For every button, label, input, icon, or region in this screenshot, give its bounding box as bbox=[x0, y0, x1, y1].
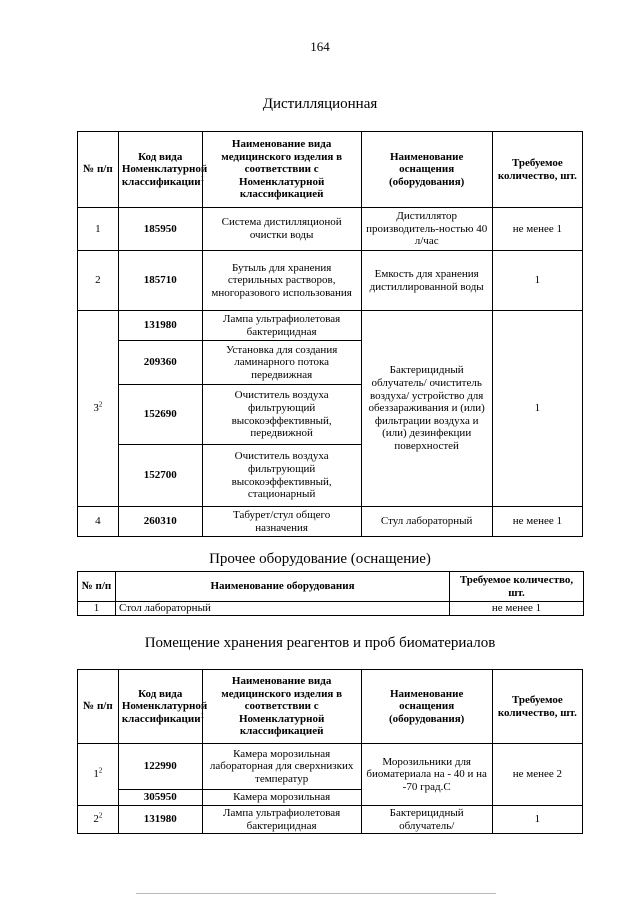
row-code: 260310 bbox=[118, 507, 202, 537]
row-qty: не менее 1 bbox=[492, 507, 582, 537]
header-name: Наименование оборудования bbox=[116, 572, 450, 602]
table-row bbox=[78, 251, 583, 311]
row-equipment: Дистиллятор производитель-ностью 40 л/час bbox=[361, 208, 492, 251]
group-qty: не менее 2 bbox=[492, 744, 582, 806]
row-qty: 1 bbox=[492, 806, 582, 834]
row-code: 185950 bbox=[118, 208, 202, 251]
row-name: Очиститель воздуха фильтрующий высокоэффективный, стационарный bbox=[202, 445, 361, 507]
row-code: 131980 bbox=[118, 806, 202, 834]
row-code: 152700 bbox=[118, 445, 202, 507]
header-equipment: Наименование оснащения (оборудования) bbox=[361, 670, 492, 744]
header-qty: Требуемое количество, шт. bbox=[450, 572, 584, 602]
header-qty: Требуемое количество, шт. bbox=[492, 132, 582, 208]
row-name: Очиститель воздуха фильтрующий высокоэффективный, передвижной bbox=[202, 385, 361, 445]
row-qty: 1 bbox=[492, 251, 582, 311]
table-row bbox=[78, 744, 583, 790]
row-code: 122990 bbox=[118, 744, 202, 790]
reagent-storage-table bbox=[77, 669, 583, 834]
group-num: $3^2$ bbox=[78, 311, 119, 507]
row-name: Бутыль для хранения стерильных растворов, многоразового использования bbox=[202, 251, 361, 311]
row-equipment: Бактерицидный облучатель/ bbox=[361, 806, 492, 834]
other-equipment-table bbox=[77, 571, 584, 616]
header-name: Наименование вида медицинского изделия в соответствии с Номенклатурной классификацией bbox=[202, 670, 361, 744]
row-name: Установка для создания ламинарного потока передвижная bbox=[202, 341, 361, 385]
table-row bbox=[78, 311, 583, 341]
row-num: 2 bbox=[78, 251, 119, 311]
row-equipment: Стул лабораторный bbox=[361, 507, 492, 537]
header-code: Код вида Номенклатурной классификации$^1$ bbox=[118, 132, 202, 208]
table-header-row bbox=[78, 132, 583, 208]
row-name: Лампа ультрафиолетовая бактерицидная bbox=[202, 311, 361, 341]
table-row bbox=[78, 507, 583, 537]
row-code: 185710 bbox=[118, 251, 202, 311]
row-qty: не менее 1 bbox=[450, 602, 584, 616]
distillation-table bbox=[77, 131, 583, 537]
row-name: Стол лабораторный bbox=[116, 602, 450, 616]
row-name: Камера морозильная bbox=[202, 790, 361, 806]
header-num: № п/п bbox=[78, 572, 116, 602]
row-name: Система дистилляционой очистки воды bbox=[202, 208, 361, 251]
page-number: 164 bbox=[310, 39, 330, 54]
section-title-reagent-storage: Помещение хранения реагентов и проб биоматериалов bbox=[144, 635, 496, 651]
row-name: Табурет/стул общего назначения bbox=[202, 507, 361, 537]
header-name: Наименование вида медицинского изделия в соответствии с Номенклатурной классификацией bbox=[202, 132, 361, 208]
section-title-distillation: Дистилляционная bbox=[262, 96, 378, 112]
header-code: Код вида Номенклатурной классификации$^1$ bbox=[118, 670, 202, 744]
page-bottom-divider bbox=[136, 893, 496, 894]
header-equipment: Наименование оснащения (оборудования) bbox=[361, 132, 492, 208]
group-equipment: Бактерицидный облучатель/ очиститель воздуха/ устройство для обеззараживания и (или) фильтрации воздуха и (или) дезинфекции поверхностей bbox=[361, 311, 492, 507]
row-num: 1 bbox=[78, 602, 116, 616]
row-num: 4 bbox=[78, 507, 119, 537]
table-row bbox=[78, 806, 583, 834]
group-num: $1^2$ bbox=[78, 744, 119, 806]
row-code: 131980 bbox=[118, 311, 202, 341]
row-equipment: Емкость для хранения дистиллированной воды bbox=[361, 251, 492, 311]
table-header-row bbox=[78, 670, 583, 744]
row-code: 152690 bbox=[118, 385, 202, 445]
header-qty: Требуемое количество, шт. bbox=[492, 670, 582, 744]
table-row bbox=[78, 208, 583, 251]
group-equipment: Морозильники для биоматериала на - 40 и на -70 град.С bbox=[361, 744, 492, 806]
table-header-row bbox=[78, 572, 584, 602]
row-code: 209360 bbox=[118, 341, 202, 385]
header-num: № п/п bbox=[78, 670, 119, 744]
section-title-other-equipment: Прочее оборудование (оснащение) bbox=[209, 551, 431, 567]
row-code: 305950 bbox=[118, 790, 202, 806]
row-num: $2^2$ bbox=[78, 806, 119, 834]
row-name: Лампа ультрафиолетовая бактерицидная bbox=[202, 806, 361, 834]
row-name: Камера морозильная лабораторная для сверхнизких температур bbox=[202, 744, 361, 790]
row-qty: не менее 1 bbox=[492, 208, 582, 251]
table-row bbox=[78, 602, 584, 616]
group-qty: 1 bbox=[492, 311, 582, 507]
header-num: № п/п bbox=[78, 132, 119, 208]
row-num: 1 bbox=[78, 208, 119, 251]
